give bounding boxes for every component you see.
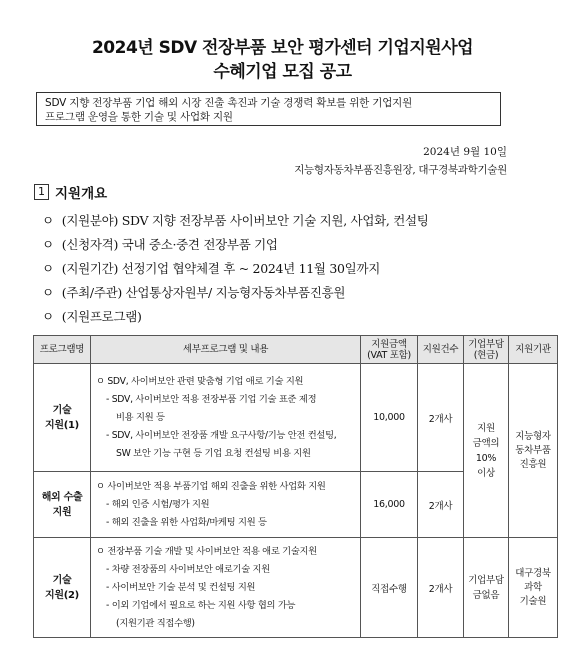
table-header-row	[34, 336, 558, 364]
issuer: 지능형자동차부품진흥원장, 대구경북과학기술원	[294, 164, 507, 176]
header-program: 프로그램명	[34, 336, 91, 364]
program-detail: ㅇ SDV, 사이버보안 관련 맞춤형 기업 애로 기술 지원 - SDV, 사이버보안 적용 전장부품 기업 기술 표준 제정 비용 지원 등 - SDV, 사이버보안 전장품 개발 요구사항/기능 안전 컨설팅, SW 보안 기능 구현 등 기업 요청 컨설팅 비용 지원	[91, 364, 361, 472]
program-burden: 기업부담 금없음	[464, 538, 509, 638]
summary-line2: 프로그램 운영을 통한 기술 및 사업화 지원	[45, 111, 233, 123]
program-amount: 10,000	[361, 364, 418, 472]
header-count: 지원건수	[418, 336, 464, 364]
bullet-marker: ㅇ	[42, 261, 54, 276]
program-count: 2개사	[418, 472, 464, 538]
program-amount: 직접수행	[361, 538, 418, 638]
program-name: 기술 지원(1)	[34, 364, 91, 472]
bullet-item: ㅇ (지원기간) 선정기업 협약체결 후 ~ 2024년 11월 30일까지	[42, 261, 380, 276]
program-table	[33, 335, 558, 638]
header-amount: 지원금액 (VAT 포함)	[361, 336, 418, 364]
program-agency: 대구경북 과학 기술원	[509, 538, 558, 638]
bullet-item: ㅇ (주최/주관) 산업통상자원부/ 지능형자동차부품진흥원	[42, 285, 346, 300]
bullet-marker: ㅇ	[42, 285, 54, 300]
summary-box	[36, 92, 501, 126]
program-detail: ㅇ 전장부품 기술 개발 및 사이버보안 적용 애로 기술지원 - 차량 전장품의 사이버보안 애로기술 지원 - 사이버보안 기술 분석 및 컨설팅 지원 - 이외 기업에서 필요로 하는 지원 사항 협의 가능 (지원기관 직접수행)	[91, 538, 361, 638]
program-amount: 16,000	[361, 472, 418, 538]
bullet-marker: ㅇ	[42, 309, 54, 324]
program-name: 기술 지원(2)	[34, 538, 91, 638]
section-title: 지원개요	[55, 186, 108, 202]
page-title-line2: 수혜기업 모집 공고	[213, 62, 352, 82]
program-count: 2개사	[418, 538, 464, 638]
section-heading	[34, 182, 107, 202]
announcement-date: 2024년 9월 10일	[423, 146, 507, 158]
program-detail: ㅇ 사이버보안 적용 부품기업 해외 진출을 위한 사업화 지원 - 해외 인증 시험/평가 지원 - 해외 진출을 위한 사업화/마케팅 지원 등	[91, 472, 361, 538]
header-burden: 기업부담 (현금)	[464, 336, 509, 364]
section-number: 1	[34, 184, 49, 200]
bullet-item: ㅇ (신청자격) 국내 중소·중견 전장부품 기업	[42, 237, 278, 252]
page-title-line1: 2024년 SDV 전장부품 보안 평가센터 기업지원사업	[91, 38, 474, 58]
bullet-item: ㅇ (지원분야) SDV 지향 전장부품 사이버보안 기술 지원, 사업화, 컨설팅	[42, 213, 429, 228]
table-row	[34, 538, 558, 638]
program-count: 2개사	[418, 364, 464, 472]
merged-burden: 지원 금액의 10% 이상	[464, 364, 509, 538]
program-name: 해외 수출 지원	[34, 472, 91, 538]
summary-line1: SDV 지향 전장부품 기업 해외 시장 진출 촉진과 기술 경쟁력 확보를 위한 기업지원	[45, 97, 413, 109]
bullet-marker: ㅇ	[42, 213, 54, 228]
bullet-item: ㅇ (지원프로그램)	[42, 309, 142, 324]
bullet-marker: ㅇ	[42, 237, 54, 252]
header-agency: 지원기관	[509, 336, 558, 364]
header-detail: 세부프로그램 및 내용	[91, 336, 361, 364]
merged-agency: 지능형자 동차부품 진흥원	[509, 364, 558, 538]
table-row	[34, 364, 558, 472]
